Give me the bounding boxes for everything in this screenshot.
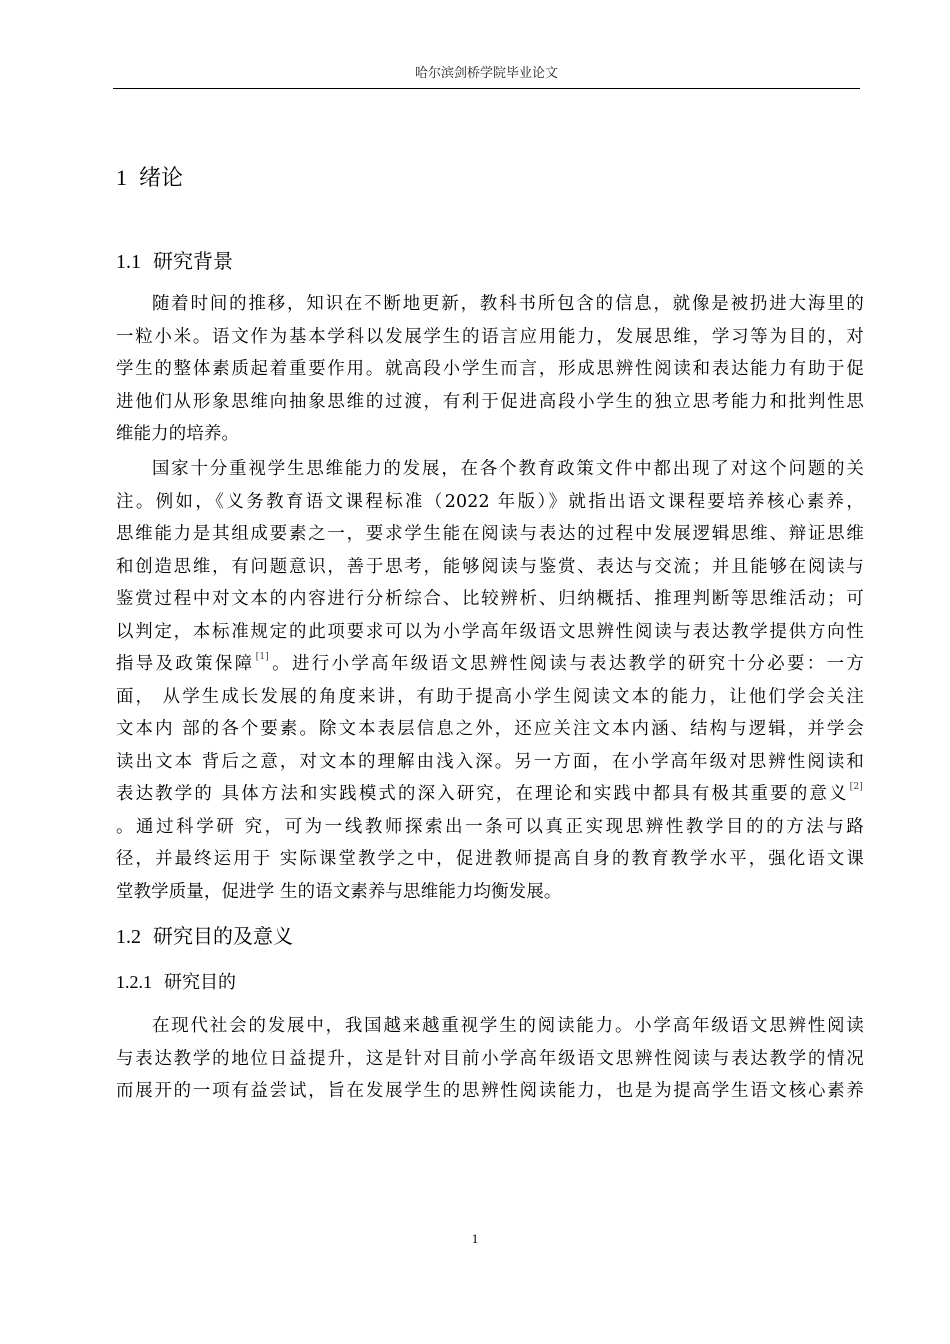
text-line: 在现代社会的发展中，我国越来越重视学生的阅读能力。小学高年级语文思辨性阅读 bbox=[152, 1016, 864, 1036]
citation-ref-2[interactable]: [2] bbox=[849, 782, 863, 792]
chapter-heading bbox=[116, 162, 183, 195]
text-line: 堂教学质量，促进学 生的语文素养与思维能力均衡发展。 bbox=[116, 881, 562, 902]
text-line: 与表达教学的地位日益提升，这是针对目前小学高年级语文思辨性阅读与表达教学的情况 bbox=[116, 1048, 864, 1069]
chapter-number: 1 bbox=[116, 165, 127, 190]
paragraph-purpose-1 bbox=[116, 1010, 864, 1108]
text-line: 注。例如，《义务教育语文课程标准（2022 年版）》就指出语文课程要培养核心素养， bbox=[116, 491, 864, 512]
paragraph-background-2 bbox=[116, 453, 864, 908]
section-number: 1.2 bbox=[116, 926, 141, 948]
text-line: 面， 从学生成长发展的角度来讲，有助于提高小学生阅读文本的能力，让他们学会关注 bbox=[116, 686, 864, 707]
text-line: 和创造思维，有问题意识，善于思考，能够阅读与鉴赏、表达与交流；并且能够在阅读与 bbox=[116, 556, 864, 577]
section-title: 研究目的及意义 bbox=[153, 924, 293, 948]
text-line: 鉴赏过程中对文本的内容进行分析综合、比较辨析、归纳概括、推理判断等思维活动；可 bbox=[116, 589, 864, 609]
header-rule bbox=[113, 88, 860, 89]
citation-ref-1[interactable]: [1] bbox=[255, 652, 269, 662]
text-line: 进他们从形象思维向抽象思维的过渡，有利于促进高段小学生的独立思考能力和批判性思 bbox=[116, 391, 864, 412]
text-line: 一粒小米。语文作为基本学科以发展学生的语言应用能力，发展思维，学习等为目的，对 bbox=[116, 326, 864, 347]
text-line: 维能力的培养。 bbox=[116, 424, 240, 444]
section-number: 1.1 bbox=[116, 251, 141, 273]
text-line-with-citation bbox=[116, 648, 864, 681]
text-segment: 指导及政策保障 bbox=[116, 654, 255, 674]
page-number: 1 bbox=[471, 1231, 479, 1246]
section-heading-1-2 bbox=[116, 921, 293, 952]
section-title: 研究背景 bbox=[153, 249, 233, 273]
subsection-heading-1-2-1 bbox=[116, 968, 236, 997]
text-line-with-citation bbox=[116, 778, 864, 811]
text-segment: 。进行小学高年级语文思辨性阅读与表达教学的研究十分必要：一方 bbox=[269, 654, 864, 674]
text-line: 以判定，本标准规定的此项要求可以为小学高年级语文思辨性阅读与表达教学提供方向性 bbox=[116, 621, 864, 642]
text-segment: 表达教学的 具体方法和实践模式的深入研究，在理论和实践中都具有极其重要的意义 bbox=[116, 784, 849, 804]
running-header: 哈尔滨剑桥学院毕业论文 bbox=[414, 66, 558, 81]
text-line: 而展开的一项有益尝试，旨在发展学生的思辨性阅读能力，也是为提高学生语文核心素养 bbox=[116, 1081, 864, 1101]
text-line: 国家十分重视学生思维能力的发展，在各个教育政策文件中都出现了对这个问题的关 bbox=[152, 459, 864, 479]
text-line: 随着时间的推移，知识在不断地更新，教科书所包含的信息，就像是被扔进大海里的 bbox=[152, 294, 864, 314]
text-line: 思维能力是其组成要素之一，要求学生能在阅读与表达的过程中发展逻辑思维、辩证思维 bbox=[116, 524, 864, 544]
text-line: 径，并最终运用于 实际课堂教学之中，促进教师提高自身的教育教学水平，强化语文课 bbox=[116, 849, 864, 869]
text-line: 读出文本 背后之意，对文本的理解由浅入深。另一方面，在小学高年级对思辨性阅读和 bbox=[116, 751, 864, 772]
section-heading-1-1 bbox=[116, 246, 233, 277]
subsection-title: 研究目的 bbox=[164, 972, 236, 993]
text-line: 学生的整体素质起着重要作用。就高段小学生而言，形成思辨性阅读和表达能力有助于促 bbox=[116, 359, 864, 379]
paragraph-background-1 bbox=[116, 288, 864, 451]
chapter-title: 绪论 bbox=[139, 166, 184, 191]
text-line: 。通过科学研 究，可为一线教师探索出一条可以真正实现思辨性教学目的的方法与路 bbox=[116, 816, 864, 837]
subsection-number: 1.2.1 bbox=[116, 972, 152, 992]
text-line: 文本内 部的各个要素。除文本表层信息之外，还应关注文本内涵、结构与逻辑，并学会 bbox=[116, 719, 864, 739]
